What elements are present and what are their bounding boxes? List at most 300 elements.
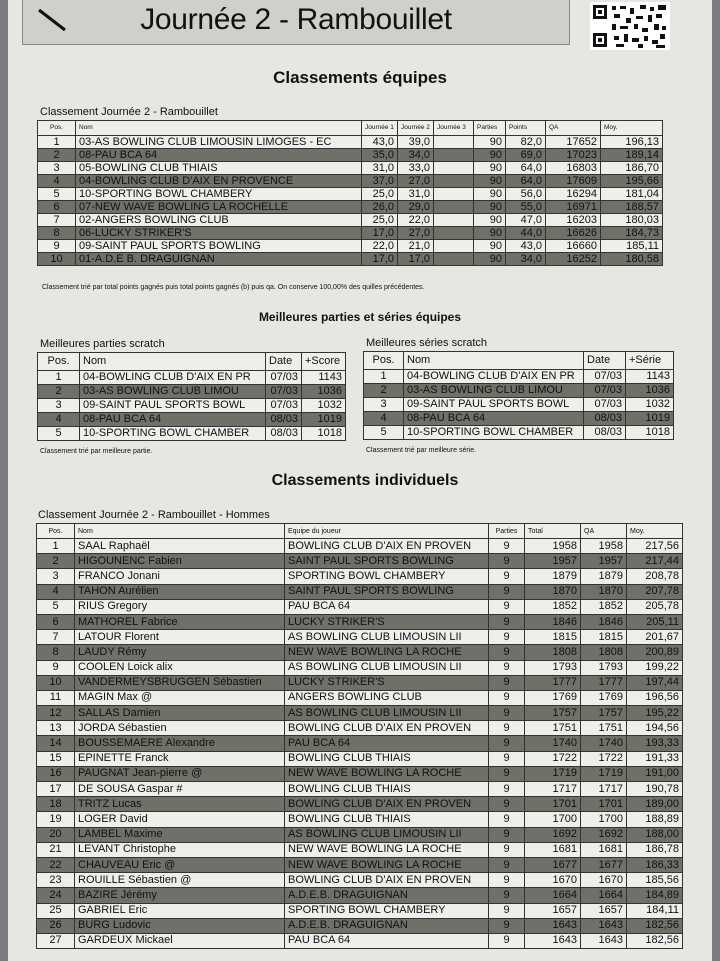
individuals-caption: Classement Journée 2 - Rambouillet - Hommes [38, 509, 270, 521]
table-cell: 6 [37, 614, 75, 629]
table-row [37, 584, 683, 599]
table-cell: 1018 [626, 426, 674, 440]
table-cell: 9 [489, 660, 525, 675]
best-games-note: Classement trié par meilleure partie. [40, 448, 153, 455]
table-cell: 189,00 [627, 797, 683, 812]
table-cell: NEW WAVE BOWLING LA ROCHE [285, 766, 489, 781]
table-cell: ANGERS BOWLING CLUB [285, 690, 489, 705]
table-cell: 1036 [626, 384, 674, 398]
teams-note: Classement trié par total points gagnés puis total points gagnés (b) puis qa. On conserve 100,00% des quilles précédentes. [42, 284, 425, 291]
table-cell: 188,89 [627, 812, 683, 827]
table-cell: 02-ANGERS BOWLING CLUB [76, 214, 362, 227]
table-cell [434, 240, 474, 253]
table-cell: 07/03 [266, 385, 302, 399]
table-cell: 25,0 [362, 188, 398, 201]
table-cell: 1717 [581, 782, 627, 797]
table-cell: 188,57 [601, 201, 663, 214]
table-cell: 181,04 [601, 188, 663, 201]
table-cell: 22 [37, 857, 75, 872]
table-cell: 4 [37, 584, 75, 599]
qr-code-icon [590, 2, 670, 50]
table-row [37, 766, 683, 781]
table-cell: 90 [474, 214, 506, 227]
column-header: Parties [474, 121, 506, 136]
table-cell: FRANCO Jonani [75, 569, 285, 584]
table-cell: SALLAS Damien [75, 706, 285, 721]
table-cell: 2 [38, 385, 80, 399]
table-row [38, 136, 663, 149]
table-cell: NEW WAVE BOWLING LA ROCHE [285, 645, 489, 660]
table-cell: 10-SPORTING BOWL CHAMBERY [76, 188, 362, 201]
table-row [38, 162, 663, 175]
table-cell: 184,73 [601, 227, 663, 240]
table-cell: BOWLING CLUB THIAIS [285, 751, 489, 766]
table-cell: SAAL Raphaël [75, 539, 285, 554]
table-cell: 5 [364, 426, 404, 440]
table-cell: 18 [37, 797, 75, 812]
table-cell: 90 [474, 149, 506, 162]
table-cell: 3 [38, 162, 76, 175]
table-cell: BOWLING CLUB THIAIS [285, 782, 489, 797]
table-cell: 1143 [626, 370, 674, 384]
table-cell: 9 [489, 812, 525, 827]
table-cell: 9 [489, 539, 525, 554]
table-cell: EPINETTE Franck [75, 751, 285, 766]
table-cell: 1692 [581, 827, 627, 842]
table-cell: 90 [474, 253, 506, 266]
table-cell: 190,78 [627, 782, 683, 797]
table-cell: 1769 [525, 690, 581, 705]
table-cell: 1846 [525, 614, 581, 629]
table-cell: 69,0 [506, 149, 546, 162]
table-cell: 9 [489, 842, 525, 857]
table-cell: AS BOWLING CLUB LIMOUSIN LII [285, 660, 489, 675]
table-cell: 9 [489, 933, 525, 948]
table-cell: 04-BOWLING CLUB D'AIX EN PR [80, 371, 266, 385]
table-cell: VANDERMEYSBRUGGEN Sébastien [75, 675, 285, 690]
table-cell: 08-PAU BCA 64 [404, 412, 584, 426]
table-cell: 1019 [302, 413, 346, 427]
table-cell: 1643 [581, 933, 627, 948]
table-cell: 07/03 [266, 371, 302, 385]
table-cell: 1701 [525, 797, 581, 812]
table-cell: 39,0 [398, 136, 434, 149]
table-cell: SAINT PAUL SPORTS BOWLING [285, 584, 489, 599]
table-cell [434, 136, 474, 149]
table-cell: 16660 [546, 240, 601, 253]
table-row [37, 857, 683, 872]
table-row [37, 706, 683, 721]
table-cell: 07/03 [584, 370, 626, 384]
table-cell: 185,56 [627, 873, 683, 888]
table-cell: 9 [489, 873, 525, 888]
column-header: Pos. [364, 352, 404, 370]
table-cell [434, 227, 474, 240]
table-cell: NEW WAVE BOWLING LA ROCHE [285, 842, 489, 857]
table-cell: 195,66 [601, 175, 663, 188]
table-cell: 29,0 [398, 201, 434, 214]
table-cell: 1 [364, 370, 404, 384]
table-cell: 1 [38, 371, 80, 385]
table-cell: 13 [37, 721, 75, 736]
table-cell: 7 [37, 630, 75, 645]
table-row [38, 427, 346, 441]
table-cell: 08-PAU BCA 64 [76, 149, 362, 162]
table-row [364, 384, 674, 398]
table-cell: 182,56 [627, 933, 683, 948]
table-cell: 9 [489, 857, 525, 872]
table-cell: 180,58 [601, 253, 663, 266]
table-cell: 9 [489, 630, 525, 645]
table-cell: 16 [37, 766, 75, 781]
table-cell: 10-SPORTING BOWL CHAMBER [404, 426, 584, 440]
table-cell: 19 [37, 812, 75, 827]
table-cell: 08/03 [584, 412, 626, 426]
table-cell: 07-NEW WAVE BOWLING LA ROCHELLE [76, 201, 362, 214]
table-row [37, 599, 683, 614]
column-header: Points [506, 121, 546, 136]
column-header: Journée 2 [398, 121, 434, 136]
table-cell: 17609 [546, 175, 601, 188]
table-cell: 9 [489, 599, 525, 614]
table-cell: BOUSSEMAERE Alexandre [75, 736, 285, 751]
table-row [37, 933, 683, 948]
table-cell: 16294 [546, 188, 601, 201]
table-cell: RIUS Gregory [75, 599, 285, 614]
table-cell: 1751 [581, 721, 627, 736]
table-cell: 24 [37, 888, 75, 903]
table-cell: 25 [37, 903, 75, 918]
table-cell: 17023 [546, 149, 601, 162]
table-row [38, 413, 346, 427]
table-cell: 31,0 [362, 162, 398, 175]
table-cell: 33,0 [398, 162, 434, 175]
table-cell: PAUGNAT Jean-pierre @ [75, 766, 285, 781]
best-series-note: Classement trié par meilleure série. [366, 447, 477, 454]
table-cell: 82,0 [506, 136, 546, 149]
table-row [38, 385, 346, 399]
table-cell: 23 [37, 873, 75, 888]
table-cell: 5 [37, 599, 75, 614]
table-row [37, 736, 683, 751]
table-cell: 205,78 [627, 599, 683, 614]
teams-table [37, 120, 663, 266]
table-cell: 90 [474, 240, 506, 253]
table-cell: 90 [474, 188, 506, 201]
table-row [37, 645, 683, 660]
table-cell: 35,0 [362, 149, 398, 162]
table-cell: LUCKY STRIKER'S [285, 675, 489, 690]
table-cell: BOWLING CLUB D'AIX EN PROVEN [285, 539, 489, 554]
best-series-table [363, 351, 674, 440]
table-row [37, 812, 683, 827]
table-cell: 1032 [626, 398, 674, 412]
table-cell: 1681 [525, 842, 581, 857]
table-cell: 90 [474, 227, 506, 240]
table-cell [434, 253, 474, 266]
table-cell: 09-SAINT PAUL SPORTS BOWL [404, 398, 584, 412]
table-cell: 20 [37, 827, 75, 842]
table-row [38, 214, 663, 227]
table-cell: 9 [37, 660, 75, 675]
table-cell: 1808 [525, 645, 581, 660]
table-row [37, 569, 683, 584]
table-cell: LAUDY Rémy [75, 645, 285, 660]
page-title: Journée 2 - Rambouillet [140, 3, 452, 36]
table-cell: 2 [37, 554, 75, 569]
table-cell: LUCKY STRIKER'S [285, 614, 489, 629]
table-row [364, 412, 674, 426]
table-cell: 1870 [525, 584, 581, 599]
table-cell: 10 [37, 675, 75, 690]
table-cell: 8 [37, 645, 75, 660]
table-cell: 27,0 [398, 175, 434, 188]
table-cell: 16803 [546, 162, 601, 175]
table-cell: 55,0 [506, 201, 546, 214]
table-cell: 1036 [302, 385, 346, 399]
table-cell: 1657 [525, 903, 581, 918]
table-cell: 1643 [525, 918, 581, 933]
table-cell: 1722 [581, 751, 627, 766]
table-cell: 1808 [581, 645, 627, 660]
table-cell: 1957 [581, 554, 627, 569]
best-section-title: Meilleures parties et séries équipes [258, 310, 462, 324]
table-row [38, 175, 663, 188]
table-cell: 9 [489, 706, 525, 721]
table-cell: NEW WAVE BOWLING LA ROCHE [285, 857, 489, 872]
table-cell: BOWLING CLUB D'AIX EN PROVEN [285, 721, 489, 736]
table-cell: 195,22 [627, 706, 683, 721]
table-cell: 205,11 [627, 614, 683, 629]
table-row [37, 539, 683, 554]
table-cell: 34,0 [506, 253, 546, 266]
table-row [38, 227, 663, 240]
table-cell: 1757 [525, 706, 581, 721]
table-cell: 189,14 [601, 149, 663, 162]
best-games-caption: Meilleures parties scratch [40, 338, 165, 350]
table-cell: 16252 [546, 253, 601, 266]
table-cell: 03-AS BOWLING CLUB LIMOU [404, 384, 584, 398]
table-cell [434, 175, 474, 188]
table-cell: 22,0 [362, 240, 398, 253]
table-cell [434, 214, 474, 227]
table-row [37, 554, 683, 569]
table-cell: 9 [489, 888, 525, 903]
table-cell: 9 [38, 240, 76, 253]
table-cell: 9 [489, 721, 525, 736]
table-cell: 186,78 [627, 842, 683, 857]
teams-caption: Classement Journée 2 - Rambouillet [40, 106, 218, 118]
table-cell: 17,0 [362, 227, 398, 240]
individuals-section-title: Classements individuels [271, 472, 459, 489]
column-header: Moy. [627, 524, 683, 539]
table-cell: 9 [489, 645, 525, 660]
table-cell: 1717 [525, 782, 581, 797]
table-cell: 194,56 [627, 721, 683, 736]
table-cell: 5 [38, 188, 76, 201]
column-header: Journée 3 [434, 121, 474, 136]
table-cell: 9 [489, 797, 525, 812]
table-cell: 1815 [581, 630, 627, 645]
table-cell: 1751 [525, 721, 581, 736]
table-cell: 4 [364, 412, 404, 426]
table-cell: 3 [37, 569, 75, 584]
table-row [364, 370, 674, 384]
table-row [37, 888, 683, 903]
table-cell: 201,67 [627, 630, 683, 645]
table-cell: 2 [38, 149, 76, 162]
table-cell: 07/03 [266, 399, 302, 413]
table-row [38, 240, 663, 253]
column-header: Nom [76, 121, 362, 136]
table-cell: 9 [489, 751, 525, 766]
table-cell: 03-AS BOWLING CLUB LIMOU [80, 385, 266, 399]
table-cell: SAINT PAUL SPORTS BOWLING [285, 554, 489, 569]
table-row [38, 188, 663, 201]
table-cell: 9 [489, 736, 525, 751]
table-cell: BOWLING CLUB D'AIX EN PROVEN [285, 873, 489, 888]
table-row [37, 690, 683, 705]
table-cell: 56,0 [506, 188, 546, 201]
table-cell: 1664 [581, 888, 627, 903]
table-cell: JORDA Sébastien [75, 721, 285, 736]
table-cell: 1019 [626, 412, 674, 426]
table-cell: 1692 [525, 827, 581, 842]
table-cell: 1677 [581, 857, 627, 872]
table-cell: 1664 [525, 888, 581, 903]
table-cell: 22,0 [398, 214, 434, 227]
table-cell: 185,11 [601, 240, 663, 253]
column-header: Date [266, 353, 302, 371]
table-cell: 9 [489, 614, 525, 629]
table-cell: PAU BCA 64 [285, 736, 489, 751]
table-cell: 17 [37, 782, 75, 797]
table-row [38, 371, 346, 385]
table-cell: 1879 [525, 569, 581, 584]
table-cell: CHAUVEAU Eric @ [75, 857, 285, 872]
table-row [37, 903, 683, 918]
table-cell: 90 [474, 201, 506, 214]
table-cell: PAU BCA 64 [285, 599, 489, 614]
table-cell: 1879 [581, 569, 627, 584]
table-cell: 08/03 [266, 427, 302, 441]
table-cell: LOGER David [75, 812, 285, 827]
table-cell: 06-LUCKY STRIKER'S [76, 227, 362, 240]
table-cell: 07/03 [584, 384, 626, 398]
table-cell: TAHON Aurélien [75, 584, 285, 599]
column-header: Pos. [37, 524, 75, 539]
table-row [37, 842, 683, 857]
column-header: QA [546, 121, 601, 136]
table-cell: AS BOWLING CLUB LIMOUSIN LII [285, 706, 489, 721]
table-cell: 10-SPORTING BOWL CHAMBER [80, 427, 266, 441]
table-cell: 1700 [581, 812, 627, 827]
table-cell: 17652 [546, 136, 601, 149]
table-cell: 5 [38, 427, 80, 441]
table-cell: 1852 [581, 599, 627, 614]
table-cell: 08/03 [584, 426, 626, 440]
table-cell: 2 [364, 384, 404, 398]
table-cell: BOWLING CLUB THIAIS [285, 812, 489, 827]
table-cell: A.D.E.B. DRAGUIGNAN [285, 888, 489, 903]
table-cell: 9 [489, 569, 525, 584]
column-header: +Série [626, 352, 674, 370]
column-header: Equipe du joueur [285, 524, 489, 539]
table-cell: 1958 [525, 539, 581, 554]
table-row [37, 782, 683, 797]
column-header: Pos. [38, 121, 76, 136]
table-cell: AS BOWLING CLUB LIMOUSIN LII [285, 630, 489, 645]
table-cell: 1793 [525, 660, 581, 675]
table-cell: 07/03 [584, 398, 626, 412]
table-cell: 08/03 [266, 413, 302, 427]
table-row [37, 614, 683, 629]
table-cell: ROUILLE Sébastien @ [75, 873, 285, 888]
table-cell: GARDEUX Mickael [75, 933, 285, 948]
table-cell: 08-PAU BCA 64 [80, 413, 266, 427]
table-cell [434, 149, 474, 162]
table-cell: PAU BCA 64 [285, 933, 489, 948]
table-cell: 1643 [525, 933, 581, 948]
table-cell: 10 [38, 253, 76, 266]
column-header: +Score [302, 353, 346, 371]
table-cell: 197,44 [627, 675, 683, 690]
table-cell: 9 [489, 918, 525, 933]
table-row [38, 201, 663, 214]
table-cell: 1643 [581, 918, 627, 933]
table-row [37, 630, 683, 645]
table-cell: 1740 [581, 736, 627, 751]
table-cell: COOLEN Loick alix [75, 660, 285, 675]
table-cell: 184,11 [627, 903, 683, 918]
table-cell: 186,70 [601, 162, 663, 175]
column-header: Nom [80, 353, 266, 371]
table-cell: 37,0 [362, 175, 398, 188]
table-row [37, 873, 683, 888]
table-cell: 207,78 [627, 584, 683, 599]
table-cell: 64,0 [506, 175, 546, 188]
table-cell: 1681 [581, 842, 627, 857]
table-cell: 1719 [525, 766, 581, 781]
table-row [37, 797, 683, 812]
table-cell: 1032 [302, 399, 346, 413]
table-cell: 09-SAINT PAUL SPORTS BOWL [80, 399, 266, 413]
table-cell: 16203 [546, 214, 601, 227]
table-row [37, 660, 683, 675]
table-cell: 09-SAINT PAUL SPORTS BOWLING [76, 240, 362, 253]
table-cell: BOWLING CLUB D'AIX EN PROVEN [285, 797, 489, 812]
table-cell: 1670 [581, 873, 627, 888]
table-cell: 199,22 [627, 660, 683, 675]
table-cell: 1018 [302, 427, 346, 441]
table-cell: SPORTING BOWL CHAMBERY [285, 569, 489, 584]
individuals-table [36, 523, 683, 949]
table-cell: 9 [489, 903, 525, 918]
table-cell: 3 [364, 398, 404, 412]
table-row [38, 149, 663, 162]
table-cell: 16626 [546, 227, 601, 240]
table-cell: 1740 [525, 736, 581, 751]
table-row [37, 827, 683, 842]
table-cell: 191,33 [627, 751, 683, 766]
column-header: QA [581, 524, 627, 539]
table-cell: 9 [489, 766, 525, 781]
table-cell: 21,0 [398, 240, 434, 253]
table-cell: HIGOUNENC Fabien [75, 554, 285, 569]
table-row [364, 426, 674, 440]
table-cell: 191,00 [627, 766, 683, 781]
table-cell: 1 [37, 539, 75, 554]
